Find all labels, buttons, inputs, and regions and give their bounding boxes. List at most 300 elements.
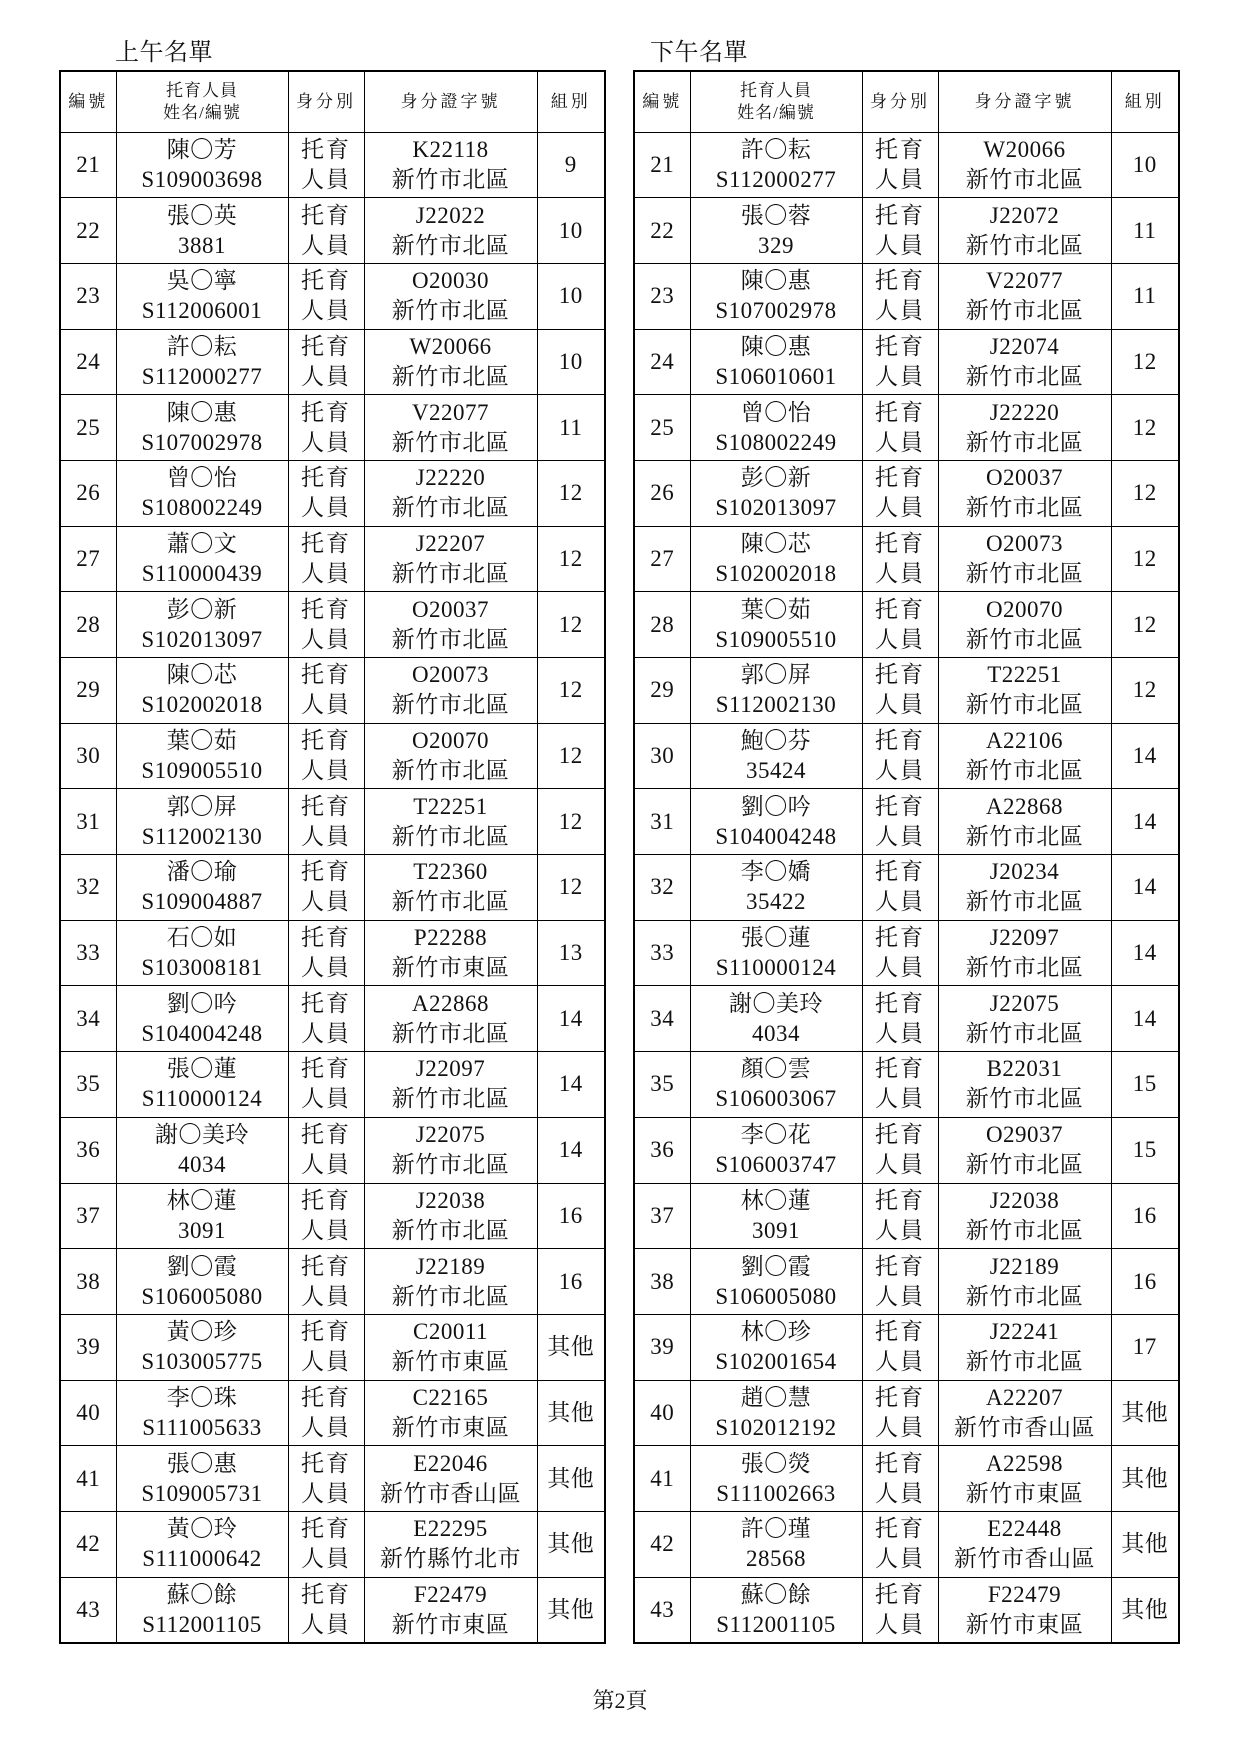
cell-id [364,263,537,329]
cell-role [862,198,938,264]
staff-name: 鮑〇芬 [740,728,812,754]
cell-number [60,1314,116,1380]
staff-name: 黃〇珍 [166,1319,238,1345]
group-value: 12 [558,545,583,571]
table-row [60,592,605,658]
cell-number [60,1183,116,1249]
table-row [60,920,605,986]
cell-role [288,920,364,986]
cell-group [537,526,605,592]
id-region: 新竹縣竹北市 [380,1546,521,1572]
table-row [60,1183,605,1249]
row-number: 36 [76,1137,101,1163]
cell-staff [116,198,288,264]
cell-number [634,329,690,395]
id-prefix: J22241 [989,1319,1060,1345]
cell-role [288,658,364,724]
row-number: 22 [76,217,101,243]
role-line-1: 托育 [301,859,351,885]
row-number: 24 [650,348,675,374]
cell-staff [116,920,288,986]
table-row [634,592,1179,658]
role-line-2: 人員 [875,1414,925,1440]
role-line-1: 托育 [875,399,925,425]
role-line-1: 托育 [301,1319,351,1345]
cell-group [537,1183,605,1249]
cell-group [537,198,605,264]
staff-code: S102013097 [715,495,837,521]
role-line-1: 托育 [301,1056,351,1082]
cell-staff [690,855,862,921]
cell-staff [116,658,288,724]
cell-role [862,658,938,724]
cell-group [537,1446,605,1512]
group-value: 其他 [547,1531,595,1557]
id-prefix: J22097 [989,925,1060,951]
id-prefix: W20066 [409,333,492,359]
cell-role [862,1117,938,1183]
row-number: 27 [650,545,675,571]
staff-name: 蕭〇文 [166,530,238,556]
group-value: 9 [564,151,577,177]
table-row [60,1511,605,1577]
id-prefix: V22077 [411,399,490,425]
cell-role [288,592,364,658]
cell-role [862,1511,938,1577]
id-region: 新竹市北區 [391,495,510,521]
table-row [634,329,1179,395]
cell-number [634,460,690,526]
role-line-2: 人員 [301,429,351,455]
role-line-1: 托育 [301,1384,351,1410]
group-value: 16 [558,1202,583,1228]
staff-code: S102001654 [715,1349,837,1375]
staff-name: 林〇蓮 [740,1187,812,1213]
id-region: 新竹市北區 [965,166,1084,192]
table-row [60,658,605,724]
cell-number [634,198,690,264]
staff-name: 張〇惠 [166,1450,238,1476]
cell-id [364,329,537,395]
staff-name: 潘〇瑜 [166,859,238,885]
cell-number [634,658,690,724]
morning-roster [59,40,604,1644]
cell-staff [116,132,288,198]
cell-id [364,986,537,1052]
staff-name: 吳〇寧 [166,268,238,294]
group-value: 11 [559,414,583,440]
group-value: 15 [1132,1071,1157,1097]
staff-name: 曾〇怡 [166,465,238,491]
id-prefix: B22031 [986,1056,1063,1082]
cell-id [938,986,1111,1052]
staff-name: 陳〇惠 [740,268,812,294]
cell-number [634,1577,690,1643]
id-prefix: O20070 [985,596,1064,622]
row-number: 33 [650,940,675,966]
role-line-1: 托育 [301,136,351,162]
cell-staff [690,1249,862,1315]
id-prefix: J22220 [989,399,1060,425]
table-row [60,1446,605,1512]
staff-code: S109005510 [141,758,263,784]
group-value: 14 [558,1071,583,1097]
cell-group [537,986,605,1052]
cell-number [634,1380,690,1446]
staff-name: 蘇〇餘 [740,1581,812,1607]
id-region: 新竹市東區 [965,1480,1084,1506]
staff-code: S112002130 [141,823,263,849]
cell-number [60,592,116,658]
staff-code: S112001105 [716,1611,836,1637]
group-value: 12 [558,743,583,769]
id-region: 新竹市東區 [391,1414,510,1440]
id-region: 新竹市北區 [965,955,1084,981]
cell-group [537,1052,605,1118]
cell-staff [690,658,862,724]
group-value: 16 [1132,1268,1157,1294]
cell-staff [690,723,862,789]
staff-code: 35422 [746,889,806,915]
id-prefix: J22038 [415,1187,486,1213]
table-row [634,1380,1179,1446]
cell-number [634,723,690,789]
cell-group [1111,723,1179,789]
morning-roster-title: 上午名單 [115,40,213,66]
header-row [60,71,605,132]
cell-group [1111,460,1179,526]
row-number: 43 [650,1596,675,1622]
staff-name: 謝〇美玲 [155,1122,249,1148]
row-number: 25 [76,414,101,440]
cell-id [938,198,1111,264]
staff-code: S109003698 [141,166,263,192]
id-region: 新竹市北區 [391,166,510,192]
staff-name: 張〇熒 [740,1450,812,1476]
cell-staff [690,263,862,329]
id-prefix: J22075 [989,990,1060,1016]
cell-group [537,658,605,724]
group-value: 14 [1132,940,1157,966]
cell-role [862,920,938,986]
cell-staff [116,592,288,658]
id-region: 新竹市北區 [391,692,510,718]
cell-number [60,329,116,395]
group-value: 其他 [1121,1465,1169,1491]
role-line-1: 托育 [875,990,925,1016]
cell-staff [690,592,862,658]
row-number: 28 [76,611,101,637]
cell-number [60,1511,116,1577]
id-region: 新竹市北區 [965,232,1084,258]
cell-number [60,263,116,329]
cell-number [60,1577,116,1643]
cell-number [60,1117,116,1183]
cell-group [537,920,605,986]
table-row [60,1577,605,1643]
cell-role [288,855,364,921]
id-prefix: O20037 [985,465,1064,491]
cell-role [862,526,938,592]
table-row [634,395,1179,461]
staff-name: 張〇蓮 [166,1056,238,1082]
id-prefix: T22251 [987,662,1062,688]
cell-id [364,855,537,921]
role-line-1: 托育 [301,202,351,228]
row-number: 38 [76,1268,101,1294]
cell-role [288,395,364,461]
group-value: 14 [1132,874,1157,900]
group-value: 10 [1132,151,1157,177]
header-number: 編號 [60,71,116,132]
group-value: 14 [1132,1005,1157,1031]
header-number: 編號 [634,71,690,132]
cell-staff [690,395,862,461]
cell-id [364,1380,537,1446]
table-row [634,1117,1179,1183]
cell-id [364,1577,537,1643]
role-line-2: 人員 [301,1414,351,1440]
cell-role [862,1577,938,1643]
staff-name: 劉〇霞 [166,1253,238,1279]
staff-code: S111000642 [142,1546,262,1572]
table-row [60,329,605,395]
role-line-1: 托育 [875,1450,925,1476]
row-number: 38 [650,1268,675,1294]
staff-name: 趙〇慧 [740,1384,812,1410]
staff-code: S107002978 [141,429,263,455]
cell-group [1111,658,1179,724]
cell-staff [116,1314,288,1380]
row-number: 35 [76,1071,101,1097]
id-region: 新竹市東區 [391,955,510,981]
id-region: 新竹市東區 [965,1611,1084,1637]
cell-id [364,1183,537,1249]
cell-number [60,855,116,921]
cell-group [1111,132,1179,198]
cell-number [60,920,116,986]
cell-staff [116,986,288,1052]
role-line-2: 人員 [875,955,925,981]
header-id-number: 身分證字號 [364,71,537,132]
role-line-1: 托育 [875,202,925,228]
cell-role [862,1183,938,1249]
cell-number [634,1446,690,1512]
cell-group [1111,1511,1179,1577]
page-number: 第2頁 [592,1688,648,1713]
afternoon-roster [633,40,1178,1644]
group-value: 12 [1132,611,1157,637]
cell-role [288,526,364,592]
table-row [634,658,1179,724]
cell-role [862,1380,938,1446]
table-row [634,1511,1179,1577]
staff-name: 葉〇茹 [740,596,812,622]
cell-role [288,1577,364,1643]
role-line-2: 人員 [301,1217,351,1243]
staff-code: S102002018 [141,692,263,718]
role-line-1: 托育 [875,596,925,622]
cell-staff [116,460,288,526]
id-prefix: T22360 [413,859,488,885]
cell-number [634,1511,690,1577]
morning-roster-table [59,70,606,1644]
table-row [634,526,1179,592]
cell-id [938,1117,1111,1183]
staff-code: S112000277 [141,363,263,389]
role-line-2: 人員 [875,1546,925,1572]
role-line-1: 托育 [301,1581,351,1607]
cell-staff [690,986,862,1052]
staff-code: S103008181 [141,955,263,981]
id-region: 新竹市北區 [391,560,510,586]
staff-code: 3091 [178,1217,226,1243]
header-role: 身分別 [862,71,938,132]
staff-code: 3881 [178,232,226,258]
table-row [60,1052,605,1118]
cell-group [537,1577,605,1643]
table-row [60,1380,605,1446]
row-number: 43 [76,1596,101,1622]
role-line-1: 托育 [875,793,925,819]
cell-group [537,592,605,658]
id-region: 新竹市東區 [391,1611,510,1637]
id-region: 新竹市北區 [965,692,1084,718]
id-prefix: A22868 [411,990,490,1016]
row-number: 25 [650,414,675,440]
id-region: 新竹市北區 [965,495,1084,521]
id-prefix: A22106 [985,728,1064,754]
role-line-2: 人員 [875,232,925,258]
staff-code: 329 [758,232,794,258]
group-value: 11 [1133,283,1157,309]
cell-id [938,132,1111,198]
role-line-2: 人員 [875,626,925,652]
group-value: 12 [1132,677,1157,703]
header-row [634,71,1179,132]
table-row [634,263,1179,329]
id-region: 新竹市北區 [391,889,510,915]
cell-number [634,986,690,1052]
role-line-2: 人員 [301,758,351,784]
row-number: 40 [76,1399,101,1425]
staff-code: S109005510 [715,626,837,652]
staff-name: 彭〇新 [166,596,238,622]
role-line-1: 托育 [875,465,925,491]
staff-code: 3091 [752,1217,800,1243]
table-row [60,526,605,592]
role-line-1: 托育 [301,925,351,951]
cell-id [938,1052,1111,1118]
id-region: 新竹市北區 [965,363,1084,389]
role-line-1: 托育 [301,465,351,491]
cell-staff [690,460,862,526]
staff-code: S112002130 [715,692,837,718]
staff-code: S109004887 [141,889,263,915]
cell-number [634,789,690,855]
cell-number [634,855,690,921]
group-value: 其他 [547,1334,595,1360]
role-line-2: 人員 [301,298,351,324]
role-line-2: 人員 [875,1217,925,1243]
id-prefix: E22295 [413,1516,488,1542]
cell-staff [690,1380,862,1446]
group-value: 其他 [547,1465,595,1491]
group-value: 10 [558,283,583,309]
row-number: 32 [650,874,675,900]
group-value: 12 [558,480,583,506]
row-number: 34 [650,1005,675,1031]
cell-number [60,132,116,198]
role-line-2: 人員 [301,560,351,586]
role-line-2: 人員 [875,758,925,784]
role-line-2: 人員 [301,1152,351,1178]
id-prefix: J22074 [989,333,1060,359]
cell-id [364,460,537,526]
row-number: 41 [650,1465,675,1491]
staff-code: S106010601 [715,363,837,389]
group-value: 12 [1132,348,1157,374]
role-line-2: 人員 [875,166,925,192]
id-region: 新竹市北區 [965,298,1084,324]
group-value: 12 [558,808,583,834]
morning-roster-body [60,132,605,1643]
cell-number [60,986,116,1052]
group-value: 11 [1133,217,1157,243]
cell-role [862,855,938,921]
header-staff-line-2: 姓名/編號 [163,102,241,122]
role-line-2: 人員 [301,823,351,849]
cell-staff [116,855,288,921]
cell-id [938,526,1111,592]
cell-staff [116,263,288,329]
cell-id [938,1314,1111,1380]
staff-code: S106003747 [715,1152,837,1178]
id-prefix: J22075 [415,1122,486,1148]
staff-name: 陳〇芯 [740,530,812,556]
group-value: 14 [558,1137,583,1163]
cell-staff [116,395,288,461]
staff-name: 陳〇惠 [740,333,812,359]
role-line-2: 人員 [301,1546,351,1572]
cell-role [862,1249,938,1315]
table-row [60,1117,605,1183]
cell-group [1111,526,1179,592]
cell-group [1111,920,1179,986]
staff-code: S110000439 [141,560,263,586]
cell-id [938,460,1111,526]
role-line-1: 托育 [301,728,351,754]
staff-name: 張〇蓮 [740,925,812,951]
afternoon-roster-body [634,132,1179,1643]
id-prefix: T22251 [413,793,488,819]
id-region: 新竹市北區 [391,1217,510,1243]
id-prefix: J22189 [989,1253,1060,1279]
staff-code: S106003067 [715,1086,837,1112]
table-row [60,132,605,198]
role-line-1: 托育 [875,333,925,359]
staff-name: 謝〇美玲 [729,990,823,1016]
staff-name: 劉〇霞 [740,1253,812,1279]
staff-name: 李〇珠 [166,1384,238,1410]
cell-role [288,1249,364,1315]
cell-staff [690,1314,862,1380]
staff-code: S112001105 [142,1611,262,1637]
role-line-2: 人員 [875,1480,925,1506]
row-number: 31 [650,808,675,834]
role-line-1: 托育 [301,530,351,556]
id-region: 新竹市北區 [965,889,1084,915]
